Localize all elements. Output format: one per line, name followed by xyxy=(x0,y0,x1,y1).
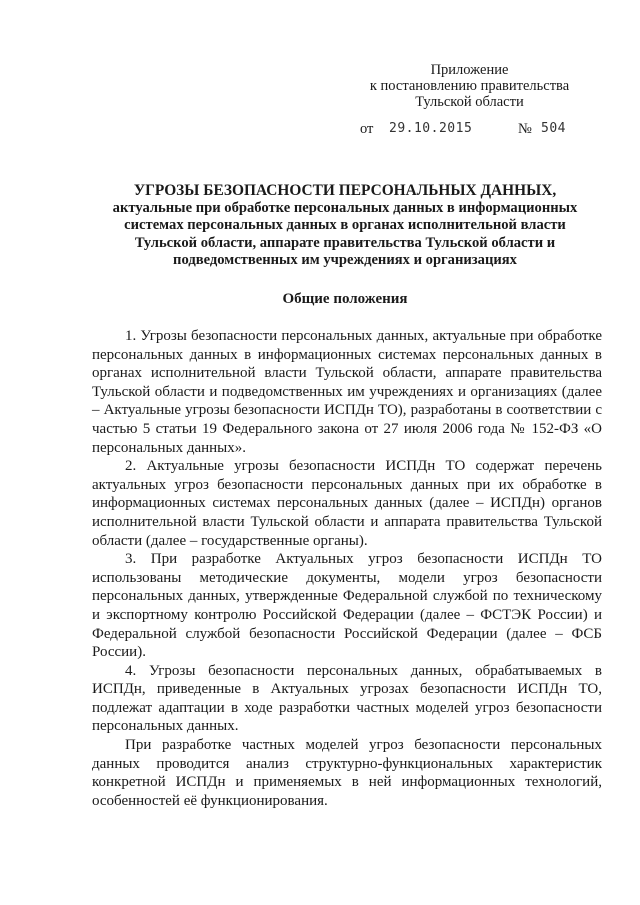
paragraph-5: При разработке частных моделей угроз безопасности персональных данных проводится анализ структурно-функциональных характеристик конкретной ИСПДн и применяемых в ней информационных технологий, особенностей её функционирования. xyxy=(92,737,602,809)
title-line-1: УГРОЗЫ БЕЗОПАСНОСТИ ПЕРСОНАЛЬНЫХ ДАННЫХ, xyxy=(133,182,557,199)
number-label: № xyxy=(518,121,532,137)
title-line-4: Тульской области, аппарате правительства Тульской области и xyxy=(134,234,556,251)
appendix-header xyxy=(352,62,587,110)
resolution-number: 504 xyxy=(541,121,566,136)
appendix-label: Приложение xyxy=(430,62,509,78)
appendix-region-line: Тульской области xyxy=(415,94,524,110)
paragraph-2: 2. Актуальные угрозы безопасности ИСПДн ТО содержат перечень актуальных угроз безопасности персональных данных при их обработке в информационных системах персональных данных (далее – ИСПДн) органов исполнительной власти Тульской области и аппарата правительства Тульской области (далее – государственные органы). xyxy=(92,458,602,549)
paragraph-3: 3. При разработке Актуальных угроз безопасности ИСПДн ТО использованы методические документы, модели угроз безопасности персональных данных, утвержденные Федеральной службой по техническому и экспортному контролю Российской Федерации (далее – ФСТЭК России) и Федеральной службой безопасности Российской Федерации (далее – ФСБ России). xyxy=(92,551,602,661)
title-line-5: подведомственных им учреждениях и организациях xyxy=(173,252,517,269)
document-title xyxy=(80,182,610,270)
appendix-resolution-line: к постановлению правительства xyxy=(369,78,570,94)
section-heading: Общие положения xyxy=(282,291,408,307)
paragraph-4: 4. Угрозы безопасности персональных данных, обрабатываемых в ИСПДн, приведенные в Актуальных угрозах безопасности ИСПДн ТО, подлежат адаптации в ходе разработки частных моделей угроз безопасности персональных данных. xyxy=(92,662,602,735)
document-body xyxy=(92,327,602,810)
resolution-date: 29.10.2015 xyxy=(389,121,473,136)
paragraph-1: 1. Угрозы безопасности персональных данных, актуальные при обработке персональных данных в информационных системах персональных данных в органах исполнительной власти Тульской области, аппарате правительства Тульской области и подведомственных им учреждениях и организациях (далее – Актуальные угрозы безопасности ИСПДн ТО), разработаны в соответствии с частью 5 статьи 19 Федерального закона от 27 июля 2006 года № 152-ФЗ «О персональных данных». xyxy=(92,328,602,456)
title-line-2: актуальные при обработке персональных данных в информационных xyxy=(112,199,578,216)
date-label: от xyxy=(360,121,374,137)
title-line-3: системах персональных данных в органах исполнительной власти xyxy=(124,217,566,234)
